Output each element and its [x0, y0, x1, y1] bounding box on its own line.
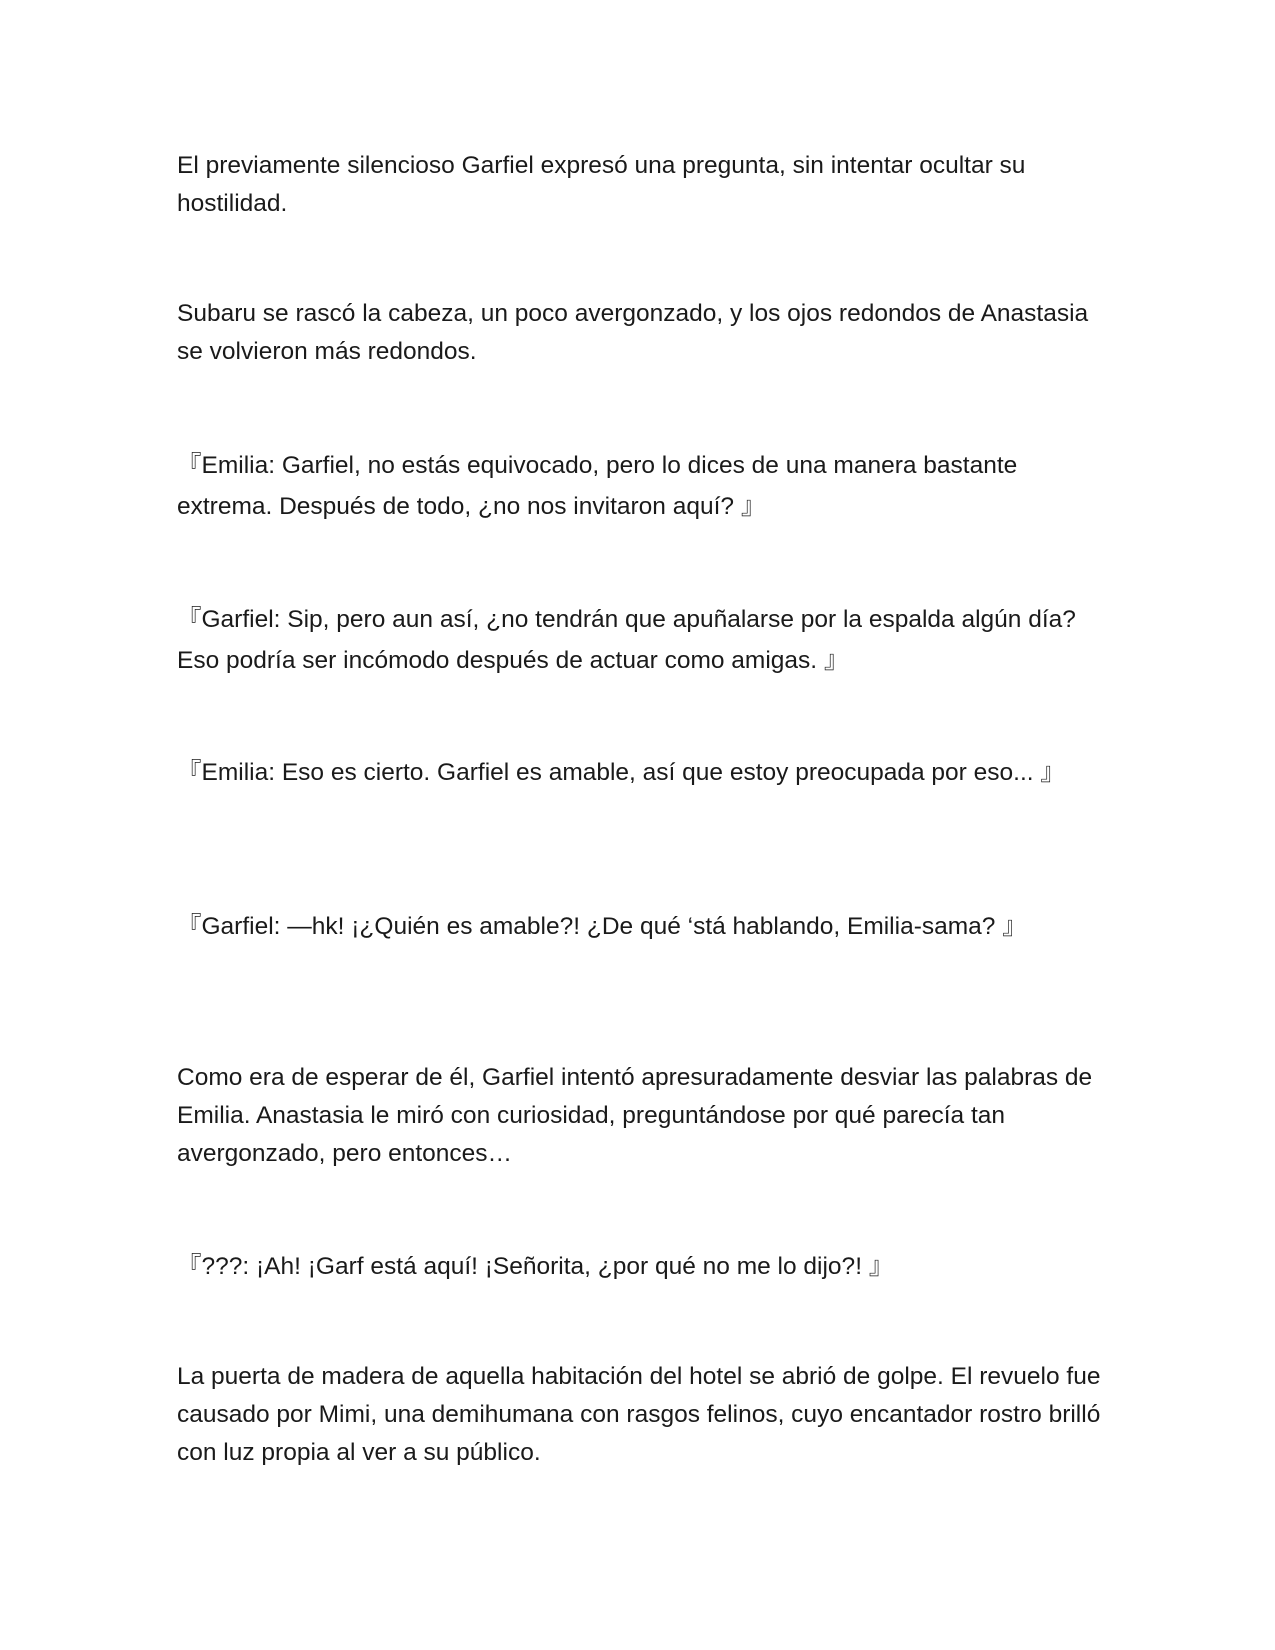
dialogue-paragraph: 『Garfiel: —hk! ¡¿Quién es amable?! ¿De qué ‘stá hablando, Emilia-sama? 』 — [177, 913, 1027, 940]
narration-paragraph: El previamente silencioso Garfiel expresó una pregunta, sin intentar ocultar su hostilidad. — [177, 152, 1026, 217]
dialogue-paragraph: 『Emilia: Eso es cierto. Garfiel es amable, así que estoy preocupada por eso... 』 — [177, 759, 1065, 786]
narration-paragraph: Subaru se rascó la cabeza, un poco avergonzado, y los ojos redondos de Anastasia se volvieron más redondos. — [177, 300, 1089, 365]
dialogue-paragraph: 『Emilia: Garfiel, no estás equivocado, pero lo dices de una manera bastante extrema. Después de todo, ¿no nos invitaron aquí? 』 — [177, 452, 1018, 520]
dialogue-paragraph: 『Garfiel: Sip, pero aun así, ¿no tendrán que apuñalarse por la espalda algún día? Eso podría ser incómodo después de actuar como amigas. 』 — [177, 606, 1076, 674]
narration-paragraph: Como era de esperar de él, Garfiel intentó apresuradamente desviar las palabras de Emilia. Anastasia le miró con curiosidad, preguntándose por qué parecía tan avergonzado, pero entonces… — [177, 1064, 1093, 1167]
dialogue-paragraph: 『???: ¡Ah! ¡Garf está aquí! ¡Señorita, ¿por qué no me lo dijo?! 』 — [177, 1253, 894, 1280]
narration-paragraph: La puerta de madera de aquella habitación del hotel se abrió de golpe. El revuelo fue causado por Mimi, una demihumana con rasgos felinos, cuyo encantador rostro brilló con luz propia al ver a su público. — [177, 1363, 1101, 1466]
